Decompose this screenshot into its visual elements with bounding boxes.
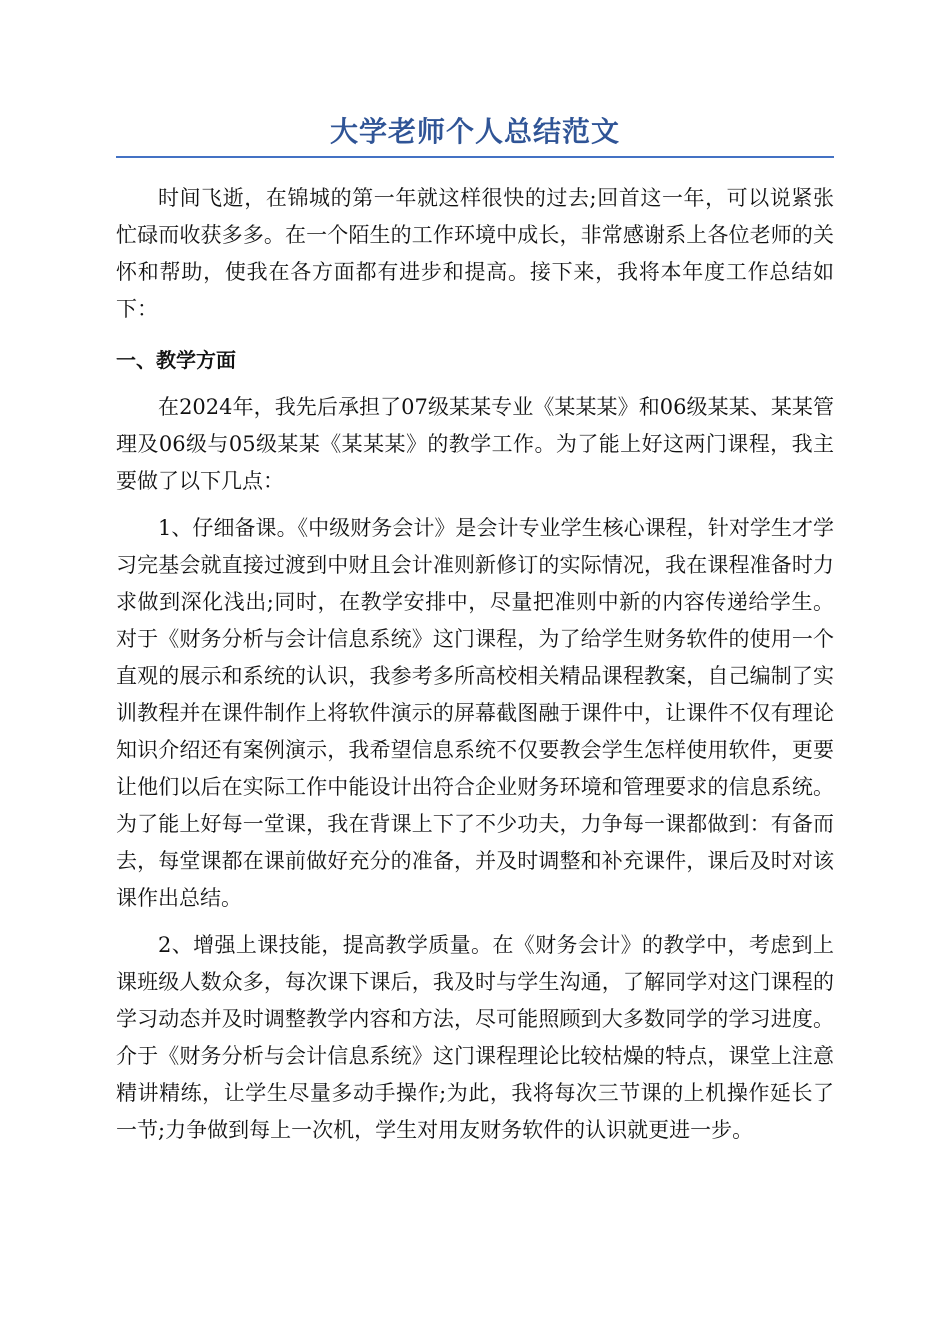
teaching-paragraph-3: 2、增强上课技能，提高教学质量。在《财务会计》的教学中，考虑到上课班级人数众多，每次课下课后，我及时与学生沟通，了解同学对这门课程的学习动态并及时调整教学内容和方法，尽可能照顾到大多数同学的学习进度。介于《财务分析与会计信息系统》这门课程理论比较枯燥的特点，课堂上注意精讲精练，让学生尽量多动手操作;为此，我将每次三节课的上机操作延长了一节;力争做到每上一次机，学生对用友财务软件的认识就更进一步。	[116, 933, 834, 1142]
teaching-paragraph-2: 1、仔细备课。《中级财务会计》是会计专业学生核心课程，针对学生才学习完基会就直接过渡到中财且会计准则新修订的实际情况，我在课程准备时力求做到深化浅出;同时，在教学安排中，尽量把准则中新的内容传递给学生。对于《财务分析与会计信息系统》这门课程，为了给学生财务软件的使用一个直观的展示和系统的认识，我参考多所高校相关精品课程教案，自己编制了实训教程并在课件制作上将软件演示的屏幕截图融于课件中，让课件不仅有理论知识介绍还有案例演示，我希望信息系统不仅要教会学生怎样使用软件，更要让他们以后在实际工作中能设计出符合企业财务环境和管理要求的信息系统。为了能上好每一堂课，我在背课上下了不少功夫，力争每一课都做到：有备而去，每堂课都在课前做好充分的准备，并及时调整和补充课件，课后及时对该课作出总结。	[116, 516, 834, 910]
section-heading-teaching: 一、教学方面	[116, 348, 236, 372]
title-underline	[116, 156, 834, 158]
document-title: 大学老师个人总结范文	[329, 115, 620, 148]
intro-paragraph: 时间飞逝，在锦城的第一年就这样很快的过去;回首这一年，可以说紧张忙碌而收获多多。在一个陌生的工作环境中成长，非常感谢系上各位老师的关怀和帮助，使我在各方面都有进步和提高。接下来，我将本年度工作总结如下：	[116, 186, 834, 321]
document-page	[116, 112, 834, 1159]
teaching-paragraph-1: 在2024年，我先后承担了07级某某专业《某某某》和06级某某、某某管理及06级与05级某某《某某某》的教学工作。为了能上好这两门课程，我主要做了以下几点：	[116, 395, 834, 493]
